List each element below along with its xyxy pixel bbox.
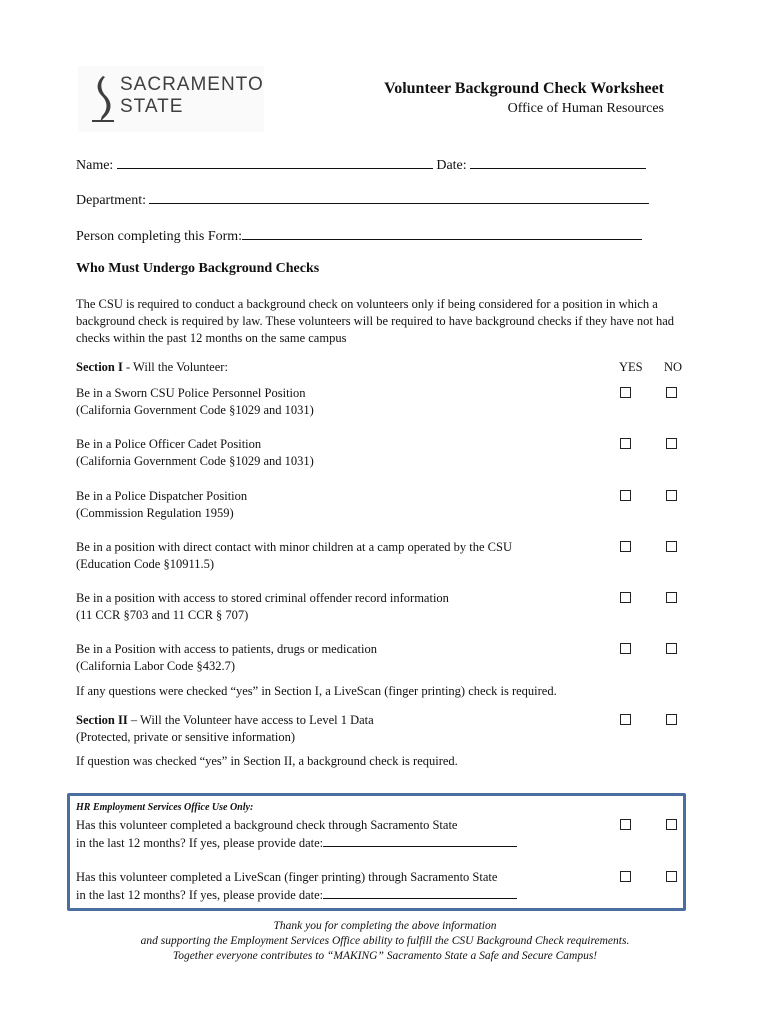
person-row bbox=[76, 226, 642, 245]
hr-q2-no-checkbox[interactable] bbox=[666, 871, 677, 882]
section2-no-checkbox[interactable] bbox=[666, 714, 677, 725]
name-date-row bbox=[76, 155, 646, 174]
footer-line3: Together everyone contributes to “MAKING” Sacramento State a Safe and Secure Campus! bbox=[172, 950, 598, 962]
logo-line2: STATE bbox=[120, 96, 184, 117]
item6-no-checkbox[interactable] bbox=[666, 643, 677, 654]
item5-yes-checkbox[interactable] bbox=[620, 592, 631, 603]
item1-yes-checkbox[interactable] bbox=[620, 387, 631, 398]
footer-line1: Thank you for completing the above information bbox=[273, 920, 497, 932]
person-label: Person completing this Form: bbox=[76, 229, 243, 244]
footer bbox=[0, 919, 770, 964]
name-field[interactable] bbox=[117, 155, 433, 169]
hr-q2-line1: Has this volunteer completed a LiveScan (finger printing) through Sacramento State bbox=[76, 870, 498, 884]
section2-yes-checkbox[interactable] bbox=[620, 714, 631, 725]
hr-q1-line2: in the last 12 months? If yes, please provide date: bbox=[76, 836, 324, 850]
item3-yes-checkbox[interactable] bbox=[620, 490, 631, 501]
department-field[interactable] bbox=[149, 190, 649, 204]
section1-note: If any questions were checked “yes” in Section I, a LiveScan (finger printing) check is required. bbox=[76, 684, 557, 698]
section2-line2: (Protected, private or sensitive information) bbox=[76, 730, 296, 744]
hr-box-heading: HR Employment Services Office Use Only: bbox=[76, 802, 254, 813]
hr-q1-line1: Has this volunteer completed a background check through Sacramento State bbox=[76, 818, 458, 832]
item4-no-checkbox[interactable] bbox=[666, 541, 677, 552]
footer-line2: and supporting the Employment Services Office ability to fulfill the CSU Background Check requirements. bbox=[140, 935, 630, 947]
section1-item bbox=[76, 488, 596, 522]
hr-q1-date-field[interactable] bbox=[323, 834, 517, 847]
item3-no-checkbox[interactable] bbox=[666, 490, 677, 501]
section1-item bbox=[76, 385, 596, 419]
department-label: Department: bbox=[76, 193, 146, 208]
hr-question-2 bbox=[76, 869, 596, 904]
no-column-header: NO bbox=[664, 360, 683, 374]
item-line2: (California Labor Code §432.7) bbox=[76, 659, 235, 673]
page-subtitle: Office of Human Resources bbox=[507, 101, 664, 116]
hr-question-1 bbox=[76, 817, 596, 852]
hr-q1-no-checkbox[interactable] bbox=[666, 819, 677, 830]
section1-label-rest: - Will the Volunteer: bbox=[122, 360, 228, 374]
intro-paragraph: The CSU is required to conduct a background check on volunteers only if being considered for a position in which a background check is required by law. These volunteers will be required to have background checks if they have not had checks within the past 12 months on the same campus bbox=[76, 297, 675, 345]
section1-item bbox=[76, 590, 596, 624]
item-line2: (California Government Code §1029 and 1031) bbox=[76, 454, 314, 468]
item-line2: (11 CCR §703 and 11 CCR § 707) bbox=[76, 608, 249, 622]
item2-no-checkbox[interactable] bbox=[666, 438, 677, 449]
logo-line1: SACRAMENTO bbox=[120, 74, 264, 95]
item-line1: Be in a Police Dispatcher Position bbox=[76, 489, 248, 503]
item5-no-checkbox[interactable] bbox=[666, 592, 677, 603]
person-field[interactable] bbox=[242, 226, 642, 240]
section2-item bbox=[76, 712, 596, 746]
section1-label bbox=[76, 360, 228, 375]
section1-item bbox=[76, 539, 616, 573]
item-line2: (California Government Code §1029 and 1031) bbox=[76, 403, 314, 417]
item-line1: Be in a position with access to stored criminal offender record information bbox=[76, 591, 449, 605]
section1-item bbox=[76, 641, 596, 675]
hr-q2-date-field[interactable] bbox=[323, 886, 517, 899]
item-line2: (Commission Regulation 1959) bbox=[76, 506, 234, 520]
section2-label-bold: Section II bbox=[76, 713, 128, 727]
item1-no-checkbox[interactable] bbox=[666, 387, 677, 398]
section2-note: If question was checked “yes” in Section II, a background check is required. bbox=[76, 754, 458, 768]
hr-q2-line2: in the last 12 months? If yes, please provide date: bbox=[76, 888, 324, 902]
department-row bbox=[76, 190, 649, 209]
date-field[interactable] bbox=[470, 155, 646, 169]
date-label: Date: bbox=[436, 158, 467, 173]
item-line1: Be in a Police Officer Cadet Position bbox=[76, 437, 262, 451]
section1-item bbox=[76, 436, 596, 470]
item6-yes-checkbox[interactable] bbox=[620, 643, 631, 654]
item4-yes-checkbox[interactable] bbox=[620, 541, 631, 552]
page-title: Volunteer Background Check Worksheet bbox=[384, 80, 664, 97]
sacramento-state-logo bbox=[78, 66, 264, 132]
item-line1: Be in a Position with access to patients, drugs or medication bbox=[76, 642, 377, 656]
yes-column-header: YES bbox=[619, 360, 643, 374]
hr-q2-yes-checkbox[interactable] bbox=[620, 871, 631, 882]
name-label: Name: bbox=[76, 158, 114, 173]
hr-q1-yes-checkbox[interactable] bbox=[620, 819, 631, 830]
item-line1: Be in a position with direct contact with minor children at a camp operated by the CSU bbox=[76, 540, 512, 554]
who-heading: Who Must Undergo Background Checks bbox=[76, 261, 320, 276]
section2-label-rest: – Will the Volunteer have access to Level 1 Data bbox=[127, 713, 374, 727]
item-line2: (Education Code §10911.5) bbox=[76, 557, 215, 571]
item-line1: Be in a Sworn CSU Police Personnel Position bbox=[76, 386, 306, 400]
hornet-logo-icon bbox=[88, 72, 118, 126]
section1-label-bold: Section I bbox=[76, 360, 123, 374]
item2-yes-checkbox[interactable] bbox=[620, 438, 631, 449]
